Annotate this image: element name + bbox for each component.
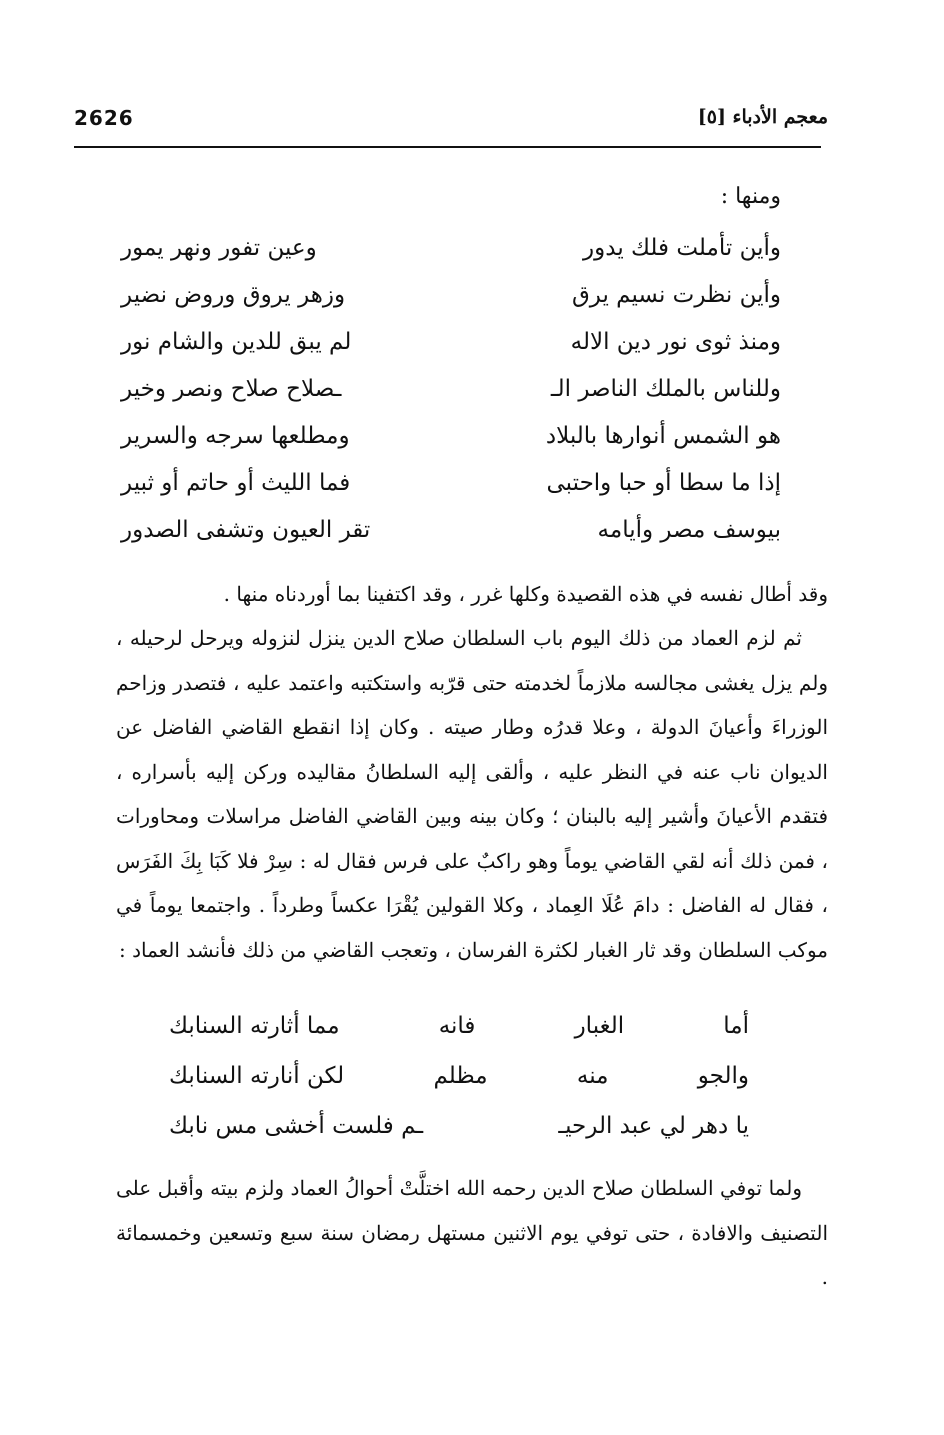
verse-word: والجو <box>697 1063 749 1089</box>
verse-second-hemistich: ومطلعها سرجه والسرير <box>121 423 350 449</box>
verse-word: مما أثارته السنابك <box>169 1013 340 1039</box>
verse-word: لكن أنارته السنابك <box>169 1063 345 1089</box>
verse-first-hemistich: وأين تأملت فلك يدور <box>583 235 781 261</box>
paragraph-text: ثم لزم العماد من ذلك اليوم باب السلطان صلاح الدين ينزل لنزوله ويرحل لرحيله ، ولم يزل يغشى مجالسه ملازماً لخدمته حتى قرّبه واستكتبه واعتمد عليه ، فتصدر وزاحم الوزراءَ وأعيانَ الدولة ، وعلا قدرُه وطار صيته . وكان إذا انقطع القاضي الفاضل عن الديوان ناب عنه في النظر عليه ، وألقى إليه السلطانُ مقاليده وركن إليه بأسراره ، فتقدم الأعيانَ وأشير إليه بالبنان ؛ وكان بينه وبين القاضي الفاضل مراسلات ومحاورات ، فمن ذلك أنه لقي القاضي يوماً وهو راكبٌ على فرس فقال له : سِرْ فلا كَبَا بِكَ الفَرَس ، فقال له الفاضل : دامَ عُلَا العِماد ، وكلا القولين يُقْرَا عكساً وطرداً . واجتمعا يوماً في موكب السلطان وقد ثار الغبار لكثرة الفرسان ، وتعجب القاضي من ذلك فأنشد العماد : <box>116 626 828 962</box>
verse-word: فانه <box>438 1013 476 1039</box>
verse-word: الغبار <box>574 1013 625 1039</box>
verse-first-hemistich: إذا ما سطا أو حبا واحتبى <box>546 470 781 496</box>
verse-word: مظلم <box>433 1063 488 1089</box>
verse-line <box>121 228 781 268</box>
verse-first-hemistich: وللناس بالملك الناصر الـ <box>550 376 781 402</box>
verse-line <box>169 1056 749 1096</box>
verse-word: منه <box>576 1063 609 1089</box>
verse-line <box>121 463 781 503</box>
paragraph-text: ولما توفي السلطان صلاح الدين رحمه الله اختلَّتْ أحوالُ العماد ولزم بيته وأقبل على التصنيف والافادة ، حتى توفي يوم الاثنين مستهل رمضان سنة سبع وتسعين وخمسمائة . <box>116 1176 828 1289</box>
paragraph-text: وقد أطال نفسه في هذه القصيدة وكلها غرر ، وقد اكتفينا بما أوردناه منها . <box>223 582 828 606</box>
verse-word: أما <box>723 1013 749 1039</box>
verse-line <box>121 416 781 456</box>
verse-second-hemistich: فما الليث أو حاتم أو ثبير <box>121 470 351 496</box>
verse-line <box>121 369 781 409</box>
verse-second-hemistich: وعين تفور ونهر يمور <box>121 235 317 261</box>
page-number: 2626 <box>74 106 134 130</box>
verse-first-hemistich: بيوسف مصر وأيامه <box>597 517 781 543</box>
header-rule <box>74 146 821 148</box>
verse-first-hemistich: وأين نظرت نسيم يرق <box>571 282 781 308</box>
verse-line <box>121 322 781 362</box>
verse-word: يا دهر لي عبد الرحيـ <box>558 1113 749 1139</box>
verse-second-hemistich: تقر العيون وتشفى الصدور <box>121 517 371 543</box>
verse-first-hemistich: ومنذ ثوى نور دين الاله <box>570 329 781 355</box>
verse-first-hemistich: هو الشمس أنوارها بالبلاد <box>545 423 781 449</box>
verse-second-hemistich: وزهر يروق وروض نضير <box>121 282 346 308</box>
running-head: معجم الأدباء [٥] <box>697 106 828 128</box>
paragraph-1 <box>116 572 828 617</box>
verse-line <box>121 510 781 550</box>
verse-line <box>121 275 781 315</box>
paragraph-2 <box>116 616 828 972</box>
verse-line <box>169 1006 749 1046</box>
paragraph-3 <box>116 1166 828 1300</box>
verse-word: ـم فلست أخشى مس نابك <box>169 1113 424 1139</box>
verse-second-hemistich: لم يبق للدين والشام نور <box>121 329 352 355</box>
verse-second-hemistich: ـصلاح صلاح ونصر وخير <box>121 376 342 402</box>
verse-line <box>169 1106 749 1146</box>
verse-intro: ومنها : <box>720 184 781 209</box>
